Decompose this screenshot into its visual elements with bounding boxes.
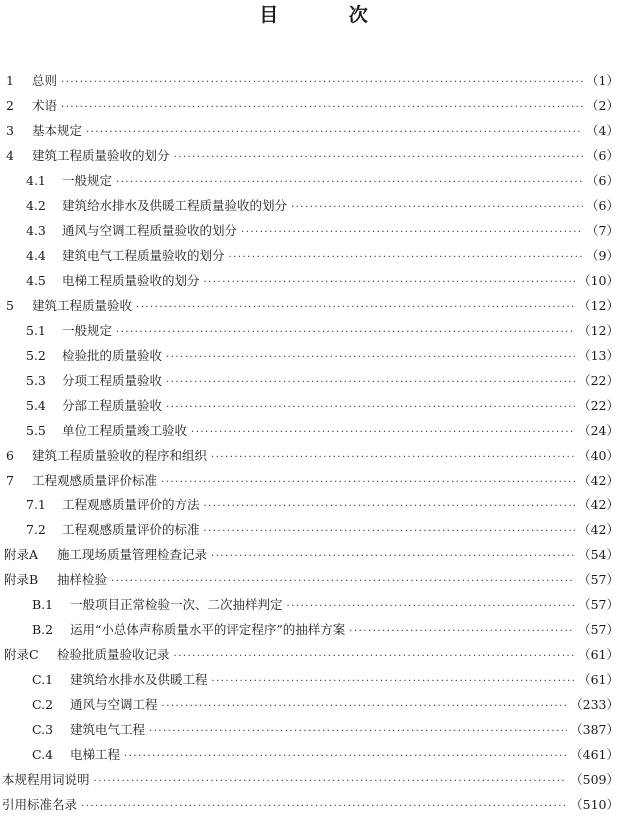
toc-leader-dots [61,77,583,88]
toc-entry[interactable] [0,495,627,520]
toc-entry[interactable] [0,271,627,296]
toc-entry-title: 建筑工程质量验收 [32,297,133,313]
toc-entry-title: 一般规定 [62,172,113,188]
toc-entry-number: 5.1 [26,322,46,338]
toc-entry-number: C.2 [32,697,54,713]
toc-entry[interactable] [0,146,627,171]
toc-entry-number: 附录A [4,547,39,563]
toc-entry-title: 检验批的质量验收 [62,347,163,363]
toc-entry-page: （61） [578,647,619,663]
toc-entry-page: （57） [578,622,619,638]
toc-entry-number: 6 [6,447,14,463]
toc-entry-page: （13） [578,347,619,363]
toc-entry-title: 建筑给水排水及供暖工程质量验收的划分 [62,197,288,213]
toc-entry-number: 4 [6,147,14,163]
toc-leader-dots [116,327,575,338]
toc-leader-dots [174,152,584,163]
toc-entry-title: 建筑工程质量验收的程序和组织 [32,447,208,463]
toc-entry[interactable] [0,695,627,720]
toc-leader-dots [166,377,575,388]
toc-entry-page: （2） [586,97,619,113]
toc-entry[interactable] [0,520,627,545]
toc-leader-dots [116,177,583,188]
toc-leader-dots [211,452,575,463]
toc-entry-page: （1） [586,73,619,88]
toc-entry[interactable] [0,396,627,421]
toc-entry-page: （54） [578,547,619,563]
toc-leader-dots [211,551,575,562]
toc-entry-number: 附录B [4,572,39,588]
toc-entry-number: C.1 [32,672,54,688]
toc-entry[interactable] [0,620,627,645]
toc-leader-dots [204,526,576,537]
toc-entry-title: 一般规定 [62,322,113,338]
toc-entry-title: 建筑电气工程质量验收的划分 [62,247,225,263]
toc-entry-page: （387） [570,722,619,738]
toc-leader-dots [111,576,575,587]
toc-entry[interactable] [0,645,627,670]
toc-entry-title: 检验批质量验收记录 [57,647,170,663]
toc-entry-page: （40） [578,447,619,463]
toc-leader-dots [61,102,583,113]
toc-entry-page: （57） [578,597,619,613]
toc-entry[interactable] [0,421,627,446]
toc-entry-number: 附录C [4,647,39,663]
toc-entry-page: （6） [586,147,619,163]
toc-entry-title: 通风与空调工程质量验收的划分 [62,222,238,238]
toc-entry-title: 单位工程质量竣工验收 [62,422,188,438]
toc-entry[interactable] [0,246,627,271]
toc-leader-dots [191,427,575,438]
toc-entry-page: （24） [578,422,619,438]
toc-leader-dots [166,402,575,413]
toc-leader-dots [166,352,575,363]
toc-entry-page: （7） [586,222,619,238]
toc-entry[interactable] [0,446,627,471]
page-title: 目 次 [259,4,400,26]
toc-entry[interactable] [0,770,627,795]
toc-leader-dots [349,626,575,637]
toc-leader-dots [124,751,567,762]
toc-entry-number: 5.3 [26,372,46,388]
toc-entry-page: （6） [586,172,619,188]
toc-entry-number: 5.5 [26,422,46,438]
table-of-contents [0,71,627,820]
toc-entry[interactable] [0,670,627,695]
toc-leader-dots [136,302,575,313]
toc-entry-title: 建筑工程质量验收的划分 [32,147,170,163]
toc-entry-number: 7.2 [26,522,46,538]
toc-entry-number: 5 [6,297,14,313]
toc-entry-page: （4） [586,122,619,138]
toc-leader-dots [174,651,576,662]
toc-entry[interactable] [0,221,627,246]
toc-entry-number: 1 [6,73,14,88]
toc-entry[interactable] [0,321,627,346]
toc-entry-title: 工程观感质量评价的标准 [62,522,200,538]
toc-entry-page: （12） [578,322,619,338]
toc-leader-dots [287,601,576,612]
toc-entry-page: （12） [578,297,619,313]
toc-entry-title: 工程观感质量评价标准 [32,472,158,488]
toc-entry-page: （61） [578,672,619,688]
toc-entry-title: 建筑给水排水及供暖工程 [70,672,208,688]
toc-entry-title: 引用标准名录 [2,797,78,813]
toc-entry[interactable] [0,71,627,96]
toc-entry-page: （22） [578,397,619,413]
toc-entry-number: 4.3 [26,222,46,238]
toc-entry[interactable] [0,196,627,221]
toc-entry-number: B.2 [32,622,54,638]
toc-leader-dots [291,202,583,213]
toc-leader-dots [162,701,568,712]
toc-leader-dots [241,227,583,238]
toc-entry-page: （509） [570,772,619,788]
toc-leader-dots [81,801,567,812]
toc-leader-dots [94,776,568,787]
toc-leader-dots [204,501,576,512]
toc-entry-number: 2 [6,97,14,113]
toc-entry-page: （42） [578,522,619,538]
toc-entry-number: 7.1 [26,497,46,513]
toc-entry-page: （42） [578,497,619,513]
toc-entry-number: 4.5 [26,272,46,288]
toc-entry[interactable] [0,96,627,121]
toc-entry-title: 总则 [32,73,58,88]
toc-entry-number: 5.4 [26,397,46,413]
toc-entry-title: 分部工程质量验收 [62,397,163,413]
toc-entry[interactable] [0,371,627,396]
toc-entry[interactable] [0,471,627,496]
toc-entry[interactable] [0,745,627,770]
toc-entry-number: 5.2 [26,347,46,363]
toc-entry-title: 基本规定 [32,122,83,138]
toc-entry-title: 电梯工程 [70,747,121,763]
toc-entry-number: 3 [6,122,14,138]
toc-entry-page: （57） [578,572,619,588]
toc-entry-number: 7 [6,472,14,488]
toc-entry-number: B.1 [32,597,54,613]
toc-entry-title: 电梯工程质量验收的划分 [62,272,200,288]
toc-entry-page: （6） [586,197,619,213]
toc-entry[interactable] [0,720,627,745]
toc-entry[interactable] [0,795,627,820]
toc-entry-page: （233） [570,697,619,713]
toc-entry-page: （461） [570,747,619,763]
toc-entry[interactable] [0,121,627,146]
toc-entry-number: C.3 [32,722,54,738]
toc-leader-dots [161,477,575,488]
toc-entry-number: C.4 [32,747,54,763]
toc-entry-page: （510） [570,797,619,813]
toc-entry[interactable] [0,296,627,321]
toc-entry-page: （22） [578,372,619,388]
toc-entry-title: 运用“小总体声称质量水平的评定程序”的抽样方案 [70,622,346,638]
toc-entry[interactable] [0,570,627,595]
toc-entry[interactable] [0,595,627,620]
toc-leader-dots [204,277,576,288]
toc-leader-dots [212,676,576,687]
toc-entry-title: 术语 [32,97,58,113]
toc-entry-title: 一般项目正常检验一次、二次抽样判定 [70,597,283,613]
toc-entry[interactable] [0,346,627,371]
toc-leader-dots [149,726,567,737]
toc-leader-dots [86,127,583,138]
toc-leader-dots [229,252,584,263]
toc-entry-number: 4.4 [26,247,46,263]
toc-entry-title: 施工现场质量管理检查记录 [57,547,208,563]
toc-entry-number: 4.1 [26,172,46,188]
toc-entry[interactable] [0,545,627,570]
toc-entry-page: （9） [586,247,619,263]
toc-entry[interactable] [0,171,627,196]
toc-entry-title: 分项工程质量验收 [62,372,163,388]
toc-entry-page: （42） [578,472,619,488]
toc-entry-page: （10） [578,272,619,288]
toc-entry-title: 工程观感质量评价的方法 [62,497,200,513]
toc-entry-title: 抽样检验 [57,572,108,588]
toc-entry-title: 建筑电气工程 [70,722,146,738]
toc-entry-number: 4.2 [26,197,46,213]
toc-entry-title: 本规程用词说明 [2,772,90,788]
toc-entry-title: 通风与空调工程 [70,697,158,713]
